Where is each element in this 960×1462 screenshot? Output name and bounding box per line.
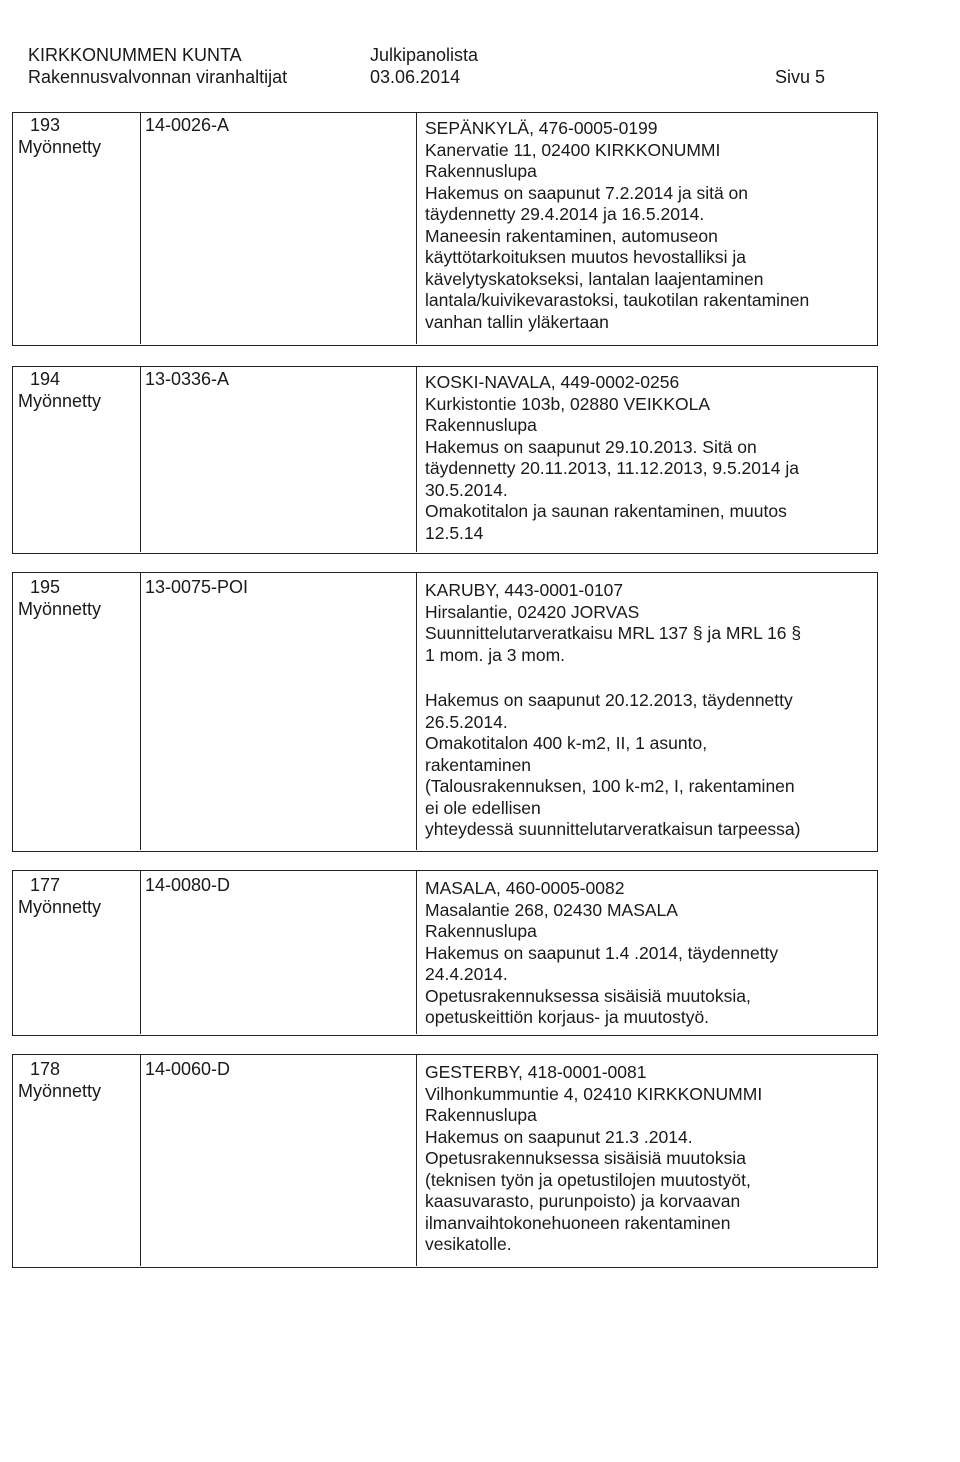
desc-line: vanhan tallin yläkertaan	[425, 311, 609, 332]
entry-number: 178	[30, 1059, 61, 1079]
page-number	[775, 66, 825, 88]
entry-description	[425, 580, 801, 841]
header-left	[28, 44, 287, 88]
desc-line: Omakotitalon 400 k-m2, II, 1 asunto,	[425, 733, 708, 753]
desc-line: rakentaminen	[425, 754, 532, 775]
entry-decision: Myönnetty	[18, 1081, 102, 1101]
column-divider	[416, 112, 417, 344]
entry-number: 193	[30, 115, 61, 135]
desc-line: Kurkistontie 103b, 02880 VEIKKOLA	[425, 393, 711, 414]
column-divider	[416, 1054, 417, 1266]
desc-line: MASALA, 460-0005-0082	[425, 878, 625, 898]
desc-line: kävelytyskatokseksi, lantalan laajentaminen	[425, 268, 764, 289]
desc-line: Hakemus on saapunut 20.12.2013, täydennetty	[425, 690, 793, 710]
entry-code: 14-0026-A	[145, 115, 230, 135]
desc-line: ei ole edellisen	[425, 797, 541, 818]
page-number-text: Sivu 5	[775, 67, 826, 87]
entry-description	[425, 1062, 762, 1256]
desc-line: lantala/kuivikevarastoksi, taukotilan rakentaminen	[425, 290, 810, 310]
desc-line: 30.5.2014.	[425, 479, 508, 500]
desc-line: Opetusrakennuksessa sisäisiä muutoksia,	[425, 985, 751, 1006]
document-type: Julkipanolista	[370, 45, 479, 65]
desc-line: 26.5.2014.	[425, 711, 508, 732]
column-divider	[140, 366, 141, 552]
desc-line: Rakennuslupa	[425, 921, 537, 941]
document-date: 03.06.2014	[370, 67, 461, 87]
entry-decision: Myönnetty	[18, 391, 102, 411]
desc-line: Hakemus on saapunut 29.10.2013. Sitä on	[425, 436, 757, 457]
entry-code: 14-0060-D	[145, 1059, 231, 1079]
desc-line: (teknisen työn ja opetustilojen muutostyöt,	[425, 1169, 751, 1190]
desc-line: Maneesin rakentaminen, automuseon	[425, 225, 718, 246]
desc-line: Rakennuslupa	[425, 1105, 537, 1125]
column-divider	[416, 870, 417, 1034]
desc-line: käyttötarkoituksen muutos hevostalliksi ja	[425, 247, 746, 267]
entry-decision: Myönnetty	[18, 137, 102, 157]
entry-number: 194	[30, 369, 61, 389]
desc-line: täydennetty 29.4.2014 ja 16.5.2014.	[425, 204, 705, 224]
entry-description	[425, 372, 799, 544]
desc-line: Kanervatie 11, 02400 KIRKKONUMMI	[425, 139, 721, 160]
desc-line: kaasuvarasto, purunpoisto) ja korvaavan	[425, 1191, 741, 1211]
desc-line: 12.5.14	[425, 522, 484, 543]
desc-line: KARUBY, 443-0001-0107	[425, 580, 624, 600]
desc-line: ilmanvaihtokonehuoneen rakentaminen	[425, 1212, 731, 1233]
entry-code: 13-0336-A	[145, 369, 230, 389]
entry-code: 13-0075-POI	[145, 577, 249, 597]
column-divider	[140, 572, 141, 850]
column-divider	[140, 870, 141, 1034]
desc-line: Hakemus on saapunut 7.2.2014 ja sitä on	[425, 182, 748, 203]
entry-description	[425, 878, 778, 1029]
department: Rakennusvalvonnan viranhaltijat	[28, 67, 288, 87]
desc-line: yhteydessä suunnittelutarveratkaisun tarpeessa)	[425, 819, 801, 839]
org-name: KIRKKONUMMEN KUNTA	[28, 45, 242, 65]
desc-line: Opetusrakennuksessa sisäisiä muutoksia	[425, 1148, 746, 1168]
desc-line: Omakotitalon ja saunan rakentaminen, muutos	[425, 501, 787, 521]
desc-line: KOSKI-NAVALA, 449-0002-0256	[425, 372, 680, 392]
desc-line: vesikatolle.	[425, 1234, 512, 1254]
desc-line: Vilhonkummuntie 4, 02410 KIRKKONUMMI	[425, 1083, 763, 1104]
desc-line: 24.4.2014.	[425, 964, 508, 984]
column-divider	[416, 366, 417, 552]
desc-line: SEPÄNKYLÄ, 476-0005-0199	[425, 118, 658, 138]
desc-line: Rakennuslupa	[425, 161, 537, 181]
desc-line: täydennetty 20.11.2013, 11.12.2013, 9.5.2014 ja	[425, 458, 799, 478]
entry-description	[425, 118, 809, 333]
entry-decision: Myönnetty	[18, 599, 102, 619]
header-center	[370, 44, 478, 88]
desc-line: Hakemus on saapunut 21.3 .2014.	[425, 1126, 693, 1147]
entry-number: 195	[30, 577, 61, 597]
column-divider	[140, 112, 141, 344]
column-divider	[416, 572, 417, 850]
desc-line: (Talousrakennuksen, 100 k-m2, I, rakentaminen	[425, 776, 795, 796]
column-divider	[140, 1054, 141, 1266]
entry-number: 177	[30, 875, 61, 895]
entry-code: 14-0080-D	[145, 875, 231, 895]
desc-line: Hirsalantie, 02420 JORVAS	[425, 601, 640, 622]
entry-decision: Myönnetty	[18, 897, 102, 917]
desc-line: Masalantie 268, 02430 MASALA	[425, 899, 678, 920]
desc-line: Suunnittelutarveratkaisu MRL 137 § ja MRL 16 §	[425, 623, 802, 643]
desc-line: Hakemus on saapunut 1.4 .2014, täydennetty	[425, 942, 779, 963]
desc-line: opetuskeittiön korjaus- ja muutostyö.	[425, 1007, 710, 1027]
desc-line: GESTERBY, 418-0001-0081	[425, 1062, 647, 1082]
desc-line: 1 mom. ja 3 mom.	[425, 644, 566, 665]
desc-line: Rakennuslupa	[425, 415, 537, 435]
desc-spacer	[425, 666, 801, 690]
